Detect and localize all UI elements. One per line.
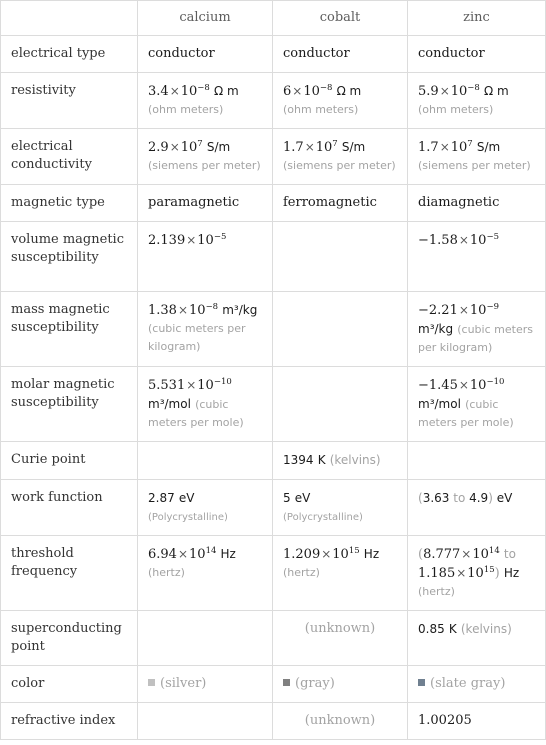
table-row — [1, 367, 546, 442]
cell-value: diamagnetic — [408, 185, 546, 222]
row-label: resistivity — [1, 73, 138, 129]
color-swatch — [148, 679, 155, 686]
cell-empty — [138, 442, 273, 480]
cell-value: conductor — [408, 36, 546, 73]
row-label: volume magnetic susceptibility — [1, 222, 138, 292]
row-label: electrical type — [1, 36, 138, 73]
row-label: mass magnetic susceptibility — [1, 292, 138, 367]
cell-value: (gray) — [273, 666, 408, 703]
cell-value: conductor — [273, 36, 408, 73]
table-row — [1, 222, 546, 292]
cell-value: ($8.777\times 10^{14}$ to $1.185\times 10^{15}$) Hz (hertz) — [408, 536, 546, 611]
table-row — [1, 129, 546, 185]
row-label: electrical conductivity — [1, 129, 138, 185]
table-row — [1, 442, 546, 480]
header-cobalt: cobalt — [273, 1, 408, 36]
cell-value: $1.38\times 10^{-8}$ m³/kg (cubic meters per kilogram) — [138, 292, 273, 367]
color-swatch — [418, 679, 425, 686]
cell-value: (silver) — [138, 666, 273, 703]
cell-empty — [273, 367, 408, 442]
row-label: work function — [1, 480, 138, 536]
row-label: threshold frequency — [1, 536, 138, 611]
cell-value: 1.00205 — [408, 703, 546, 740]
cell-value: $2.9\times 10^7$ S/m (siemens per meter) — [138, 129, 273, 185]
cell-value: (slate gray) — [408, 666, 546, 703]
table-row — [1, 73, 546, 129]
row-label: molar magnetic susceptibility — [1, 367, 138, 442]
cell-empty — [408, 442, 546, 480]
cell-value: paramagnetic — [138, 185, 273, 222]
cell-value: $1.209\times 10^{15}$ Hz (hertz) — [273, 536, 408, 611]
row-label: superconducting point — [1, 611, 138, 666]
table-row — [1, 703, 546, 740]
row-label: magnetic type — [1, 185, 138, 222]
table-row — [1, 536, 546, 611]
cell-value: 5 eV (Polycrystalline) — [273, 480, 408, 536]
row-label: color — [1, 666, 138, 703]
header-corner — [1, 1, 138, 36]
row-label: refractive index — [1, 703, 138, 740]
cell-value: (unknown) — [273, 611, 408, 666]
table-row — [1, 611, 546, 666]
header-calcium: calcium — [138, 1, 273, 36]
cell-value: 2.87 eV (Polycrystalline) — [138, 480, 273, 536]
table-row — [1, 292, 546, 367]
table-row — [1, 666, 546, 703]
cell-value: $6.94\times 10^{14}$ Hz (hertz) — [138, 536, 273, 611]
cell-value: (unknown) — [273, 703, 408, 740]
cell-value: $6\times 10^{-8}$ Ω m (ohm meters) — [273, 73, 408, 129]
cell-value: $-1.58\times 10^{-5}$ — [408, 222, 546, 292]
cell-value: ferromagnetic — [273, 185, 408, 222]
table-row — [1, 36, 546, 73]
cell-value: $1.7\times 10^7$ S/m (siemens per meter) — [273, 129, 408, 185]
cell-value: conductor — [138, 36, 273, 73]
header-row — [1, 1, 546, 36]
cell-empty — [273, 222, 408, 292]
color-swatch — [283, 679, 290, 686]
cell-value: $-1.45\times 10^{-10}$ m³/mol (cubic meters per mole) — [408, 367, 546, 442]
cell-value: (3.63 to 4.9) eV — [408, 480, 546, 536]
cell-empty — [138, 703, 273, 740]
table-row — [1, 185, 546, 222]
table-row — [1, 480, 546, 536]
row-label: Curie point — [1, 442, 138, 480]
cell-value: 0.85 K (kelvins) — [408, 611, 546, 666]
cell-value: $-2.21\times 10^{-9}$ m³/kg (cubic meters per kilogram) — [408, 292, 546, 367]
cell-value: 1394 K (kelvins) — [273, 442, 408, 480]
cell-value: $1.7\times 10^7$ S/m (siemens per meter) — [408, 129, 546, 185]
cell-empty — [138, 611, 273, 666]
cell-value: $2.139\times 10^{-5}$ — [138, 222, 273, 292]
header-zinc: zinc — [408, 1, 546, 36]
cell-value: $5.531\times 10^{-10}$ m³/mol (cubic meters per mole) — [138, 367, 273, 442]
cell-empty — [273, 292, 408, 367]
cell-value: $5.9\times 10^{-8}$ Ω m (ohm meters) — [408, 73, 546, 129]
cell-value: $3.4\times 10^{-8}$ Ω m (ohm meters) — [138, 73, 273, 129]
